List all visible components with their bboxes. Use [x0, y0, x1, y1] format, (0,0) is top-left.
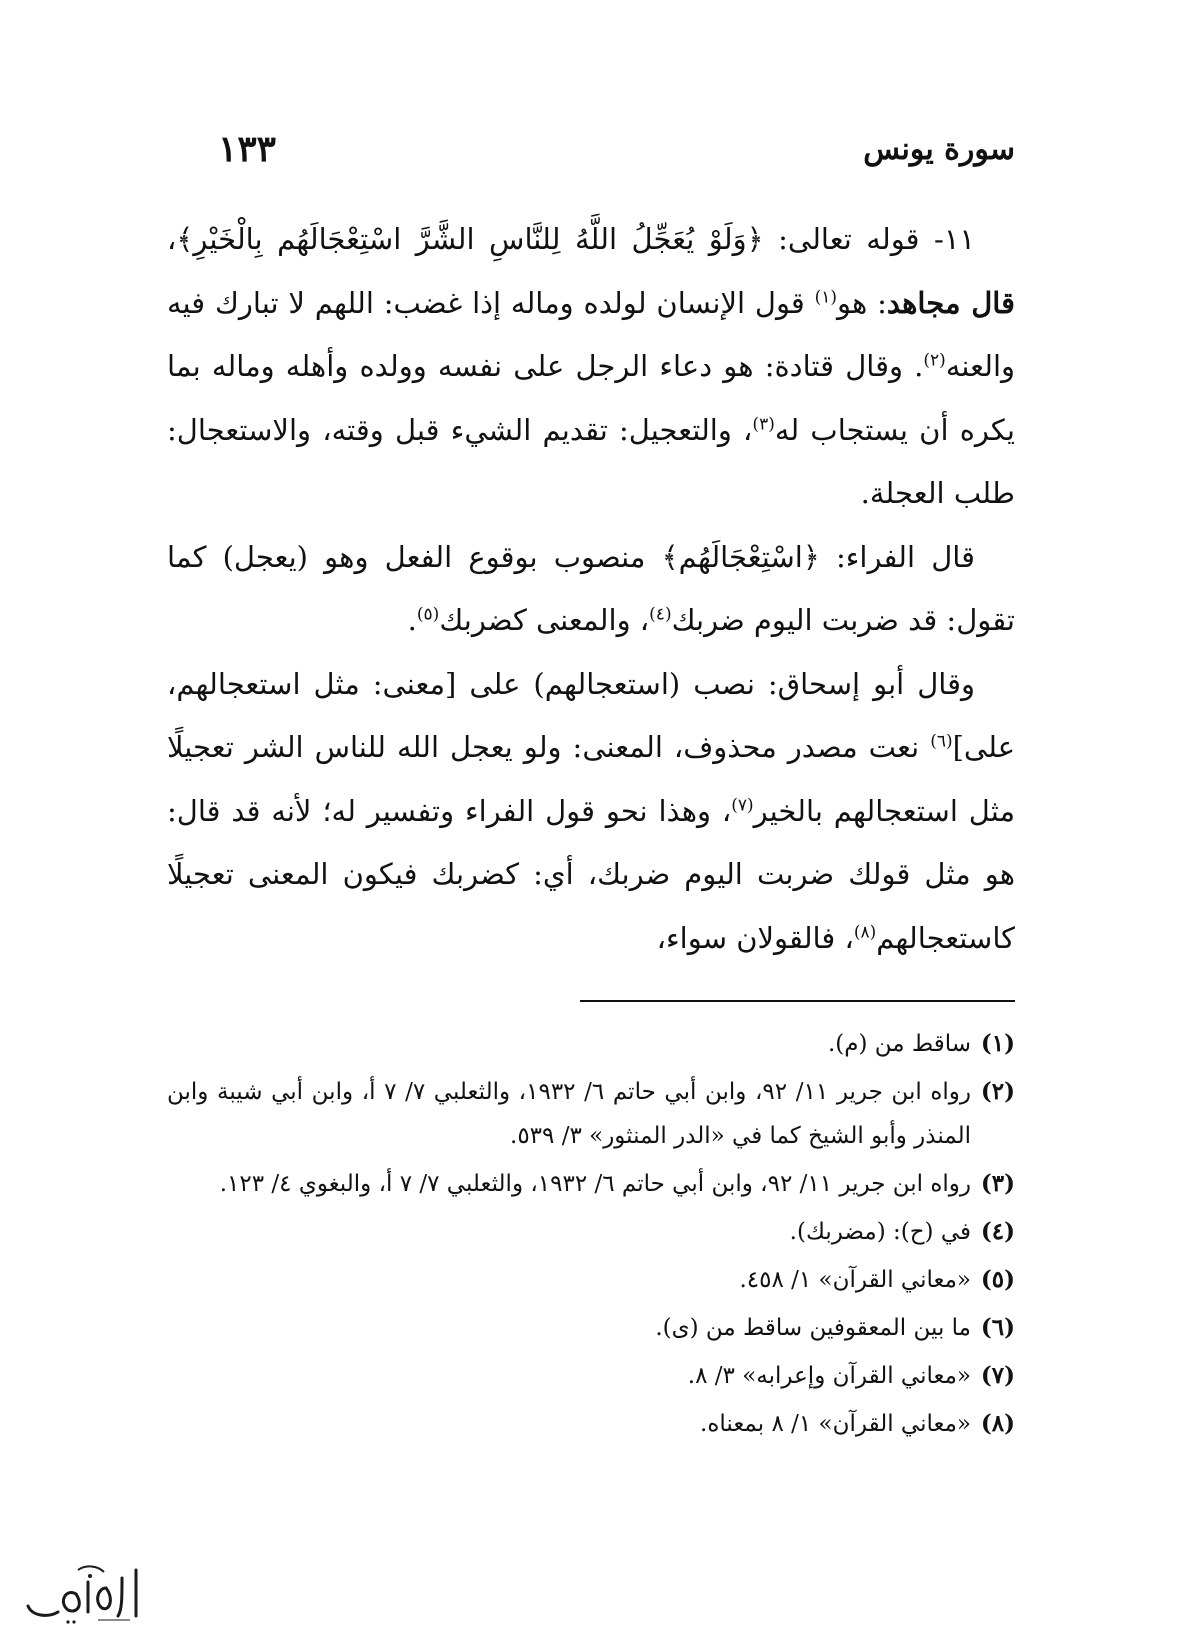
- page-header: [200, 128, 1015, 182]
- paragraph-abu-ishaq: [167, 653, 1015, 971]
- footnote-number: (١): [980, 1030, 1015, 1057]
- footnote-ref-3[interactable]: (٣): [752, 413, 775, 434]
- text-segment: . وقال قتادة: هو دعاء الرجل على نفسه وولده وأهله وماله بما يكره أن يستجاب له: [167, 349, 1015, 447]
- text-segment: نعت مصدر محذوف، المعنى: ولو يعجل الله للناس الشر تعجيلًا مثل استعجالهم بالخير: [167, 730, 1015, 828]
- footnote-number: (٣): [980, 1170, 1015, 1197]
- text-segment: ، والتعجيل: تقديم الشيء قبل وقته، والاستعجال: طلب العجلة.: [167, 412, 1015, 510]
- mujahid-label: قال مجاهد: [886, 285, 1015, 320]
- footnote-ref-7[interactable]: (٧): [731, 794, 754, 815]
- farra-lead: قال الفراء:: [819, 539, 975, 574]
- footnote-text: ما بين المعقوفين ساقط من (ى).: [655, 1315, 971, 1341]
- text-segment: .: [407, 603, 417, 637]
- footnote-item: [167, 1162, 1015, 1206]
- quran-word: ﴿اسْتِعْجَالَهُم﴾: [661, 539, 820, 574]
- footnote-number: (٨): [980, 1410, 1015, 1437]
- surah-title: سورة يونس: [863, 132, 1015, 167]
- footnote-text: في (ح): (مضربك).: [789, 1219, 971, 1245]
- footnote-number: (٦): [980, 1314, 1015, 1341]
- footnote-item: [167, 1070, 1015, 1158]
- footnote-number: (٤): [980, 1218, 1015, 1245]
- text-segment: ، وهذا نحو قول الفراء وتفسير له؛ لأنه قد قال: هو مثل قولك ضربت اليوم ضربك، أي: كضربك فيكون المعنى تعجيلًا كاستعجالهم: [167, 793, 1015, 955]
- main-text: [167, 208, 1015, 970]
- footnote-text: «معاني القرآن» ١/ ٨ بمعناه.: [700, 1411, 971, 1437]
- calligraphy-logo-icon: [18, 1558, 148, 1628]
- footnote-number: (٧): [980, 1362, 1015, 1389]
- footnote-divider: [580, 1000, 1015, 1002]
- footnote-text: رواه ابن جرير ١١/ ٩٢، وابن أبي حاتم ٦/ ١٩٣٢، والثعلبي ٧/ ٧ أ، وابن أبي شيبة وابن المنذر وأبو الشيخ كما في «الدر المنثور» ٣/ ٥٣٩.: [167, 1079, 971, 1149]
- footnote-item: [167, 1022, 1015, 1066]
- text-segment: ، والمعنى كضربك: [439, 603, 650, 637]
- page-number: ١٣٣: [218, 128, 277, 170]
- text-segment: وقال أبو إسحاق: نصب (استعجالهم) على [معنى: مثل استعجالهم، على]: [167, 666, 1015, 764]
- paragraph-verse-11: [167, 208, 1015, 526]
- footnote-number: (٥): [980, 1266, 1015, 1293]
- publisher-logo-calligraphy: [18, 1558, 148, 1628]
- footnote-ref-2[interactable]: (٢): [923, 350, 946, 371]
- footnote-ref-6[interactable]: (٦): [930, 731, 953, 752]
- text-segment: قول الإنسان لولده وماله إذا غضب: اللهم لا تبارك فيه والعنه: [167, 285, 1015, 383]
- verse-number-lead: ١١- قوله تعالى:: [763, 222, 976, 256]
- quran-verse: ﴿وَلَوْ يُعَجِّلُ اللَّهُ لِلنَّاسِ الشَّرَّ اسْتِعْجَالَهُم بِالْخَيْرِ﴾: [176, 222, 764, 256]
- footnote-item: [167, 1354, 1015, 1398]
- paragraph-farra: [167, 526, 1015, 653]
- footnote-item: [167, 1210, 1015, 1254]
- footnote-ref-8[interactable]: (٨): [853, 921, 877, 942]
- footnote-ref-1[interactable]: (١): [814, 286, 838, 307]
- footnote-text: «معاني القرآن» ١/ ٤٥٨.: [739, 1267, 971, 1293]
- footnote-ref-4[interactable]: (٤): [649, 604, 672, 625]
- footnote-ref-5[interactable]: (٥): [416, 604, 440, 625]
- text-segment: ، فالقولان سواء،: [656, 920, 854, 955]
- mujahid-text: : هو: [837, 285, 887, 320]
- footnote-text: رواه ابن جرير ١١/ ٩٢، وابن أبي حاتم ٦/ ١٩٣٢، والثعلبي ٧/ ٧ أ، والبغوي ٤/ ١٢٣.: [219, 1171, 971, 1197]
- footnotes-list: [167, 1022, 1015, 1450]
- footnote-text: ساقط من (م).: [827, 1031, 971, 1057]
- footnote-item: [167, 1402, 1015, 1446]
- footnote-item: [167, 1306, 1015, 1350]
- separator: ،: [167, 222, 177, 256]
- text-segment: منصوب بوقوع الفعل وهو (يعجل) كما تقول: قد ضربت اليوم ضربك: [167, 539, 1015, 637]
- footnote-text: «معاني القرآن وإعرابه» ٣/ ٨.: [687, 1363, 971, 1389]
- footnote-item: [167, 1258, 1015, 1302]
- footnote-number: (٢): [980, 1078, 1015, 1105]
